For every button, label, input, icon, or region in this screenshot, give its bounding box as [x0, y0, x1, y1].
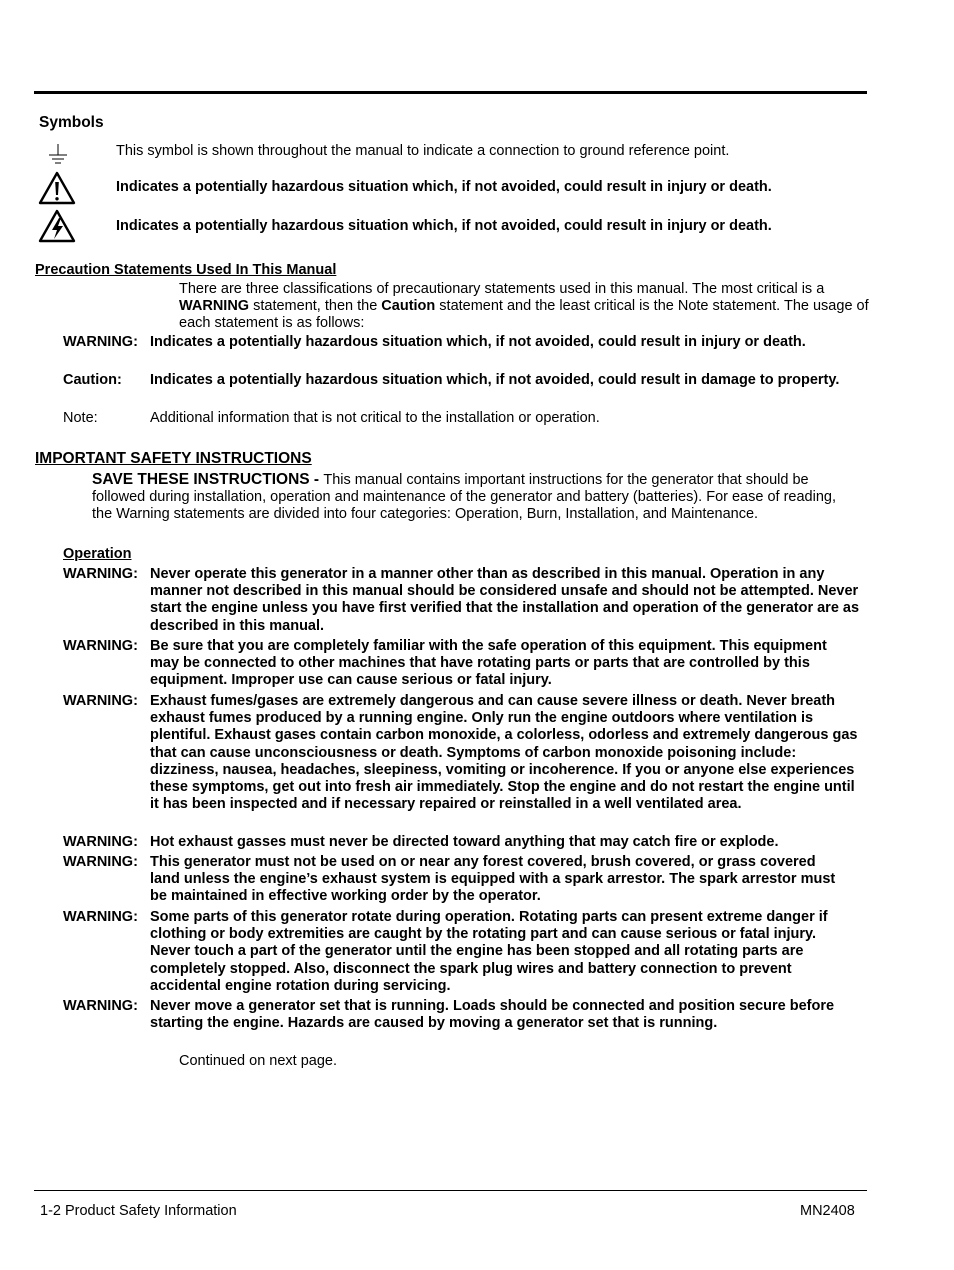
save-instructions-paragraph: SAVE THESE INSTRUCTIONS - This manual contains important instructions for the generator that should be followed during installation, operation and maintenance of the generator and battery (batteries). For ease of reading, the Warning statements are divided into four categories: Operation, Burn, Installation, and Maintenance. [92, 471, 836, 523]
operation-warning-label: WARNING: [63, 834, 138, 850]
ground-symbol-text: This symbol is shown throughout the manual to indicate a connection to ground reference point. [116, 143, 730, 159]
precaution-warning-label: WARNING: [63, 334, 138, 350]
operation-warning-label: WARNING: [63, 998, 138, 1014]
operation-warning-label: WARNING: [63, 854, 138, 870]
bottom-rule [34, 1190, 867, 1191]
symbols-heading: Symbols [39, 114, 104, 131]
operation-warning-label: WARNING: [63, 638, 138, 654]
operation-warning-text: Some parts of this generator rotate during operation. Rotating parts can present extreme danger if clothing or body extremities are caught by the rotating part and can cause serious or fatal injury. Never touch a part of the generator until the engine has been stopped and all rotating parts are completely stopped. Also, disconnect the spark plug wires and battery connection to prevent accidental engine rotation during servicing. [150, 909, 828, 994]
warning-symbol-text: Indicates a potentially hazardous situation which, if not avoided, could result in injury or death. [116, 179, 772, 195]
operation-heading: Operation [63, 546, 132, 562]
precaution-intro: There are three classifications of precautionary statements used in this manual. The most critical is a WARNING statement, then the Caution statement and the least critical is the Note statement. The usage of each statement is as follows: [179, 281, 869, 332]
ground-symbol-icon [38, 142, 78, 168]
precaution-heading: Precaution Statements Used In This Manual [35, 262, 337, 278]
top-rule [34, 91, 867, 94]
operation-warning-label: WARNING: [63, 693, 138, 709]
operation-warning-text: Exhaust fumes/gases are extremely dangerous and can cause severe illness or death. Never breath exhaust fumes produced by a running engine. Only run the engine outdoors where ventilation is plentiful. Exhaust gases contain carbon monoxide, a colorless, odorless and extremely dangerous gas that can cause unconsciousness or death. Symptoms of carbon monoxide poisoning include: dizziness, nausea, headaches, sleepiness, vomiting or incoherence. If you or anyone else experiences these symptoms, get out into fresh air immediately. Stop the engine and do not restart the engine until it has been inspected and if necessary repaired or reinstalled in a well ventilated area. [150, 693, 858, 813]
precaution-warning-text: Indicates a potentially hazardous situation which, if not avoided, could result in injury or death. [150, 334, 806, 350]
operation-warning-text: Never operate this generator in a manner other than as described in this manual. Operation in any manner not described in this manual should be considered unsafe and should not be attempted. Never start the engine unless you have first verified that the installation and operation of the generator are as described in this manual. [150, 566, 860, 634]
precaution-note-label: Note: [63, 410, 98, 426]
operation-warning-text: Be sure that you are completely familiar with the safe operation of this equipment. This equipment may be connected to other machines that have rotating parts or parts that are controlled by this equipment. Improper use can cause serious or fatal injury. [150, 638, 827, 689]
warning-triangle-icon [38, 171, 76, 205]
electrical-shock-icon [38, 209, 76, 243]
operation-warning-text: This generator must not be used on or near any forest covered, brush covered, or grass covered land unless the engine’s exhaust system is equipped with a spark arrestor. The spark arrestor must be maintained in effective working order by the operator. [150, 854, 836, 905]
operation-warning-label: WARNING: [63, 909, 138, 925]
important-safety-heading: IMPORTANT SAFETY INSTRUCTIONS [35, 450, 312, 467]
footer-page-label: 1-2 Product Safety Information [40, 1203, 237, 1219]
operation-warning-text: Hot exhaust gasses must never be directed toward anything that may catch fire or explode. [150, 834, 779, 850]
precaution-caution-text: Indicates a potentially hazardous situation which, if not avoided, could result in damage to property. [150, 372, 840, 388]
shock-symbol-text: Indicates a potentially hazardous situation which, if not avoided, could result in injury or death. [116, 218, 772, 234]
precaution-note-text: Additional information that is not critical to the installation or operation. [150, 410, 600, 426]
operation-warning-label: WARNING: [63, 566, 138, 582]
continued-note: Continued on next page. [179, 1053, 338, 1069]
footer-manual-number: MN2408 [800, 1203, 855, 1219]
operation-warning-text: Never move a generator set that is running. Loads should be connected and position secure before starting the engine. Hazards are caused by moving a generator set that is running. [150, 998, 835, 1032]
precaution-caution-label: Caution: [63, 372, 122, 388]
save-instructions-lead: SAVE THESE INSTRUCTIONS - [92, 471, 324, 488]
